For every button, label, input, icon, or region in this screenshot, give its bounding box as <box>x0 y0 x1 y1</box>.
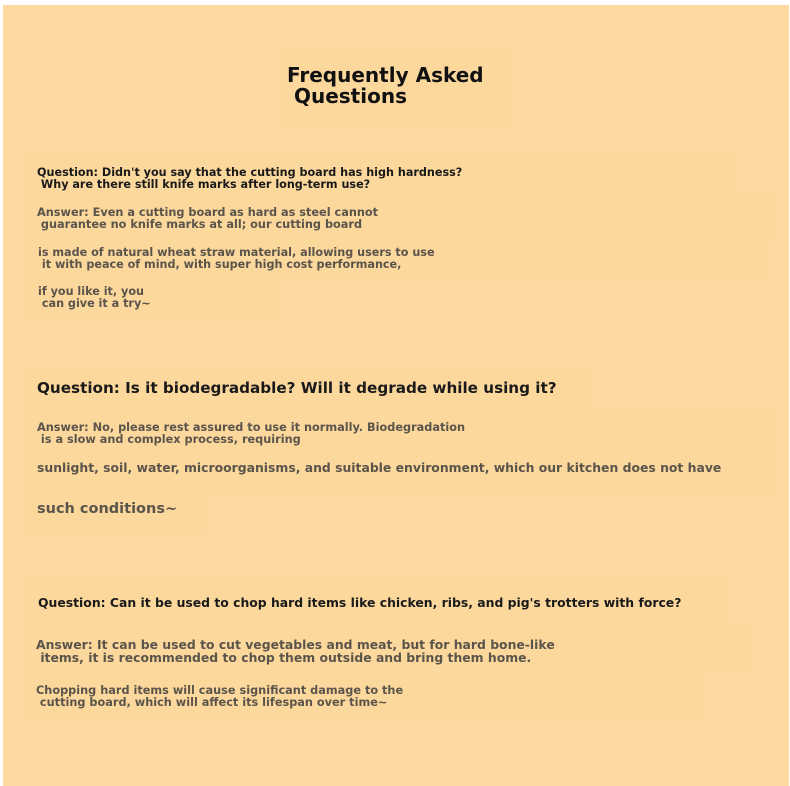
faq-2-answer-paragraph-3: such conditions~ <box>37 501 178 517</box>
faq-1-answer-paragraph-1: Answer: Even a cutting board as hard as steel cannot guarantee no knife marks at all; our cutting board <box>37 206 379 231</box>
faq-2-answer-paragraph-1: Answer: No, please rest assured to use it normally. Biodegradation is a slow and complex process, requiring <box>37 421 466 446</box>
faq-1-question: Question: Didn't you say that the cutting board has high hardness? Why are there still knife marks after long-term use? <box>37 166 463 191</box>
faq-1-answer-paragraph-2: is made of natural wheat straw material, allowing users to use it with peace of mind, with super high cost performance, <box>38 246 435 271</box>
faq-1-answer-paragraph-3: if you like it, you can give it a try~ <box>38 285 151 310</box>
faq-2-question: Question: Is it biodegradable? Will it degrade while using it? <box>37 379 557 397</box>
faq-3-answer-paragraph-1: Answer: It can be used to cut vegetables and meat, but for hard bone-like items, it is recommended to chop them outside and bring them home. <box>36 637 555 665</box>
faq-page <box>3 5 789 786</box>
faq-2-answer-paragraph-2: sunlight, soil, water, microorganisms, and suitable environment, which our kitchen does not have <box>37 460 722 475</box>
faq-3-question: Question: Can it be used to chop hard items like chicken, ribs, and pig's trotters with force? <box>38 595 682 610</box>
page-title: Frequently Asked Questions <box>287 63 484 108</box>
faq-3-answer-paragraph-2: Chopping hard items will cause significant damage to the cutting board, which will affect its lifespan over time~ <box>36 684 404 709</box>
